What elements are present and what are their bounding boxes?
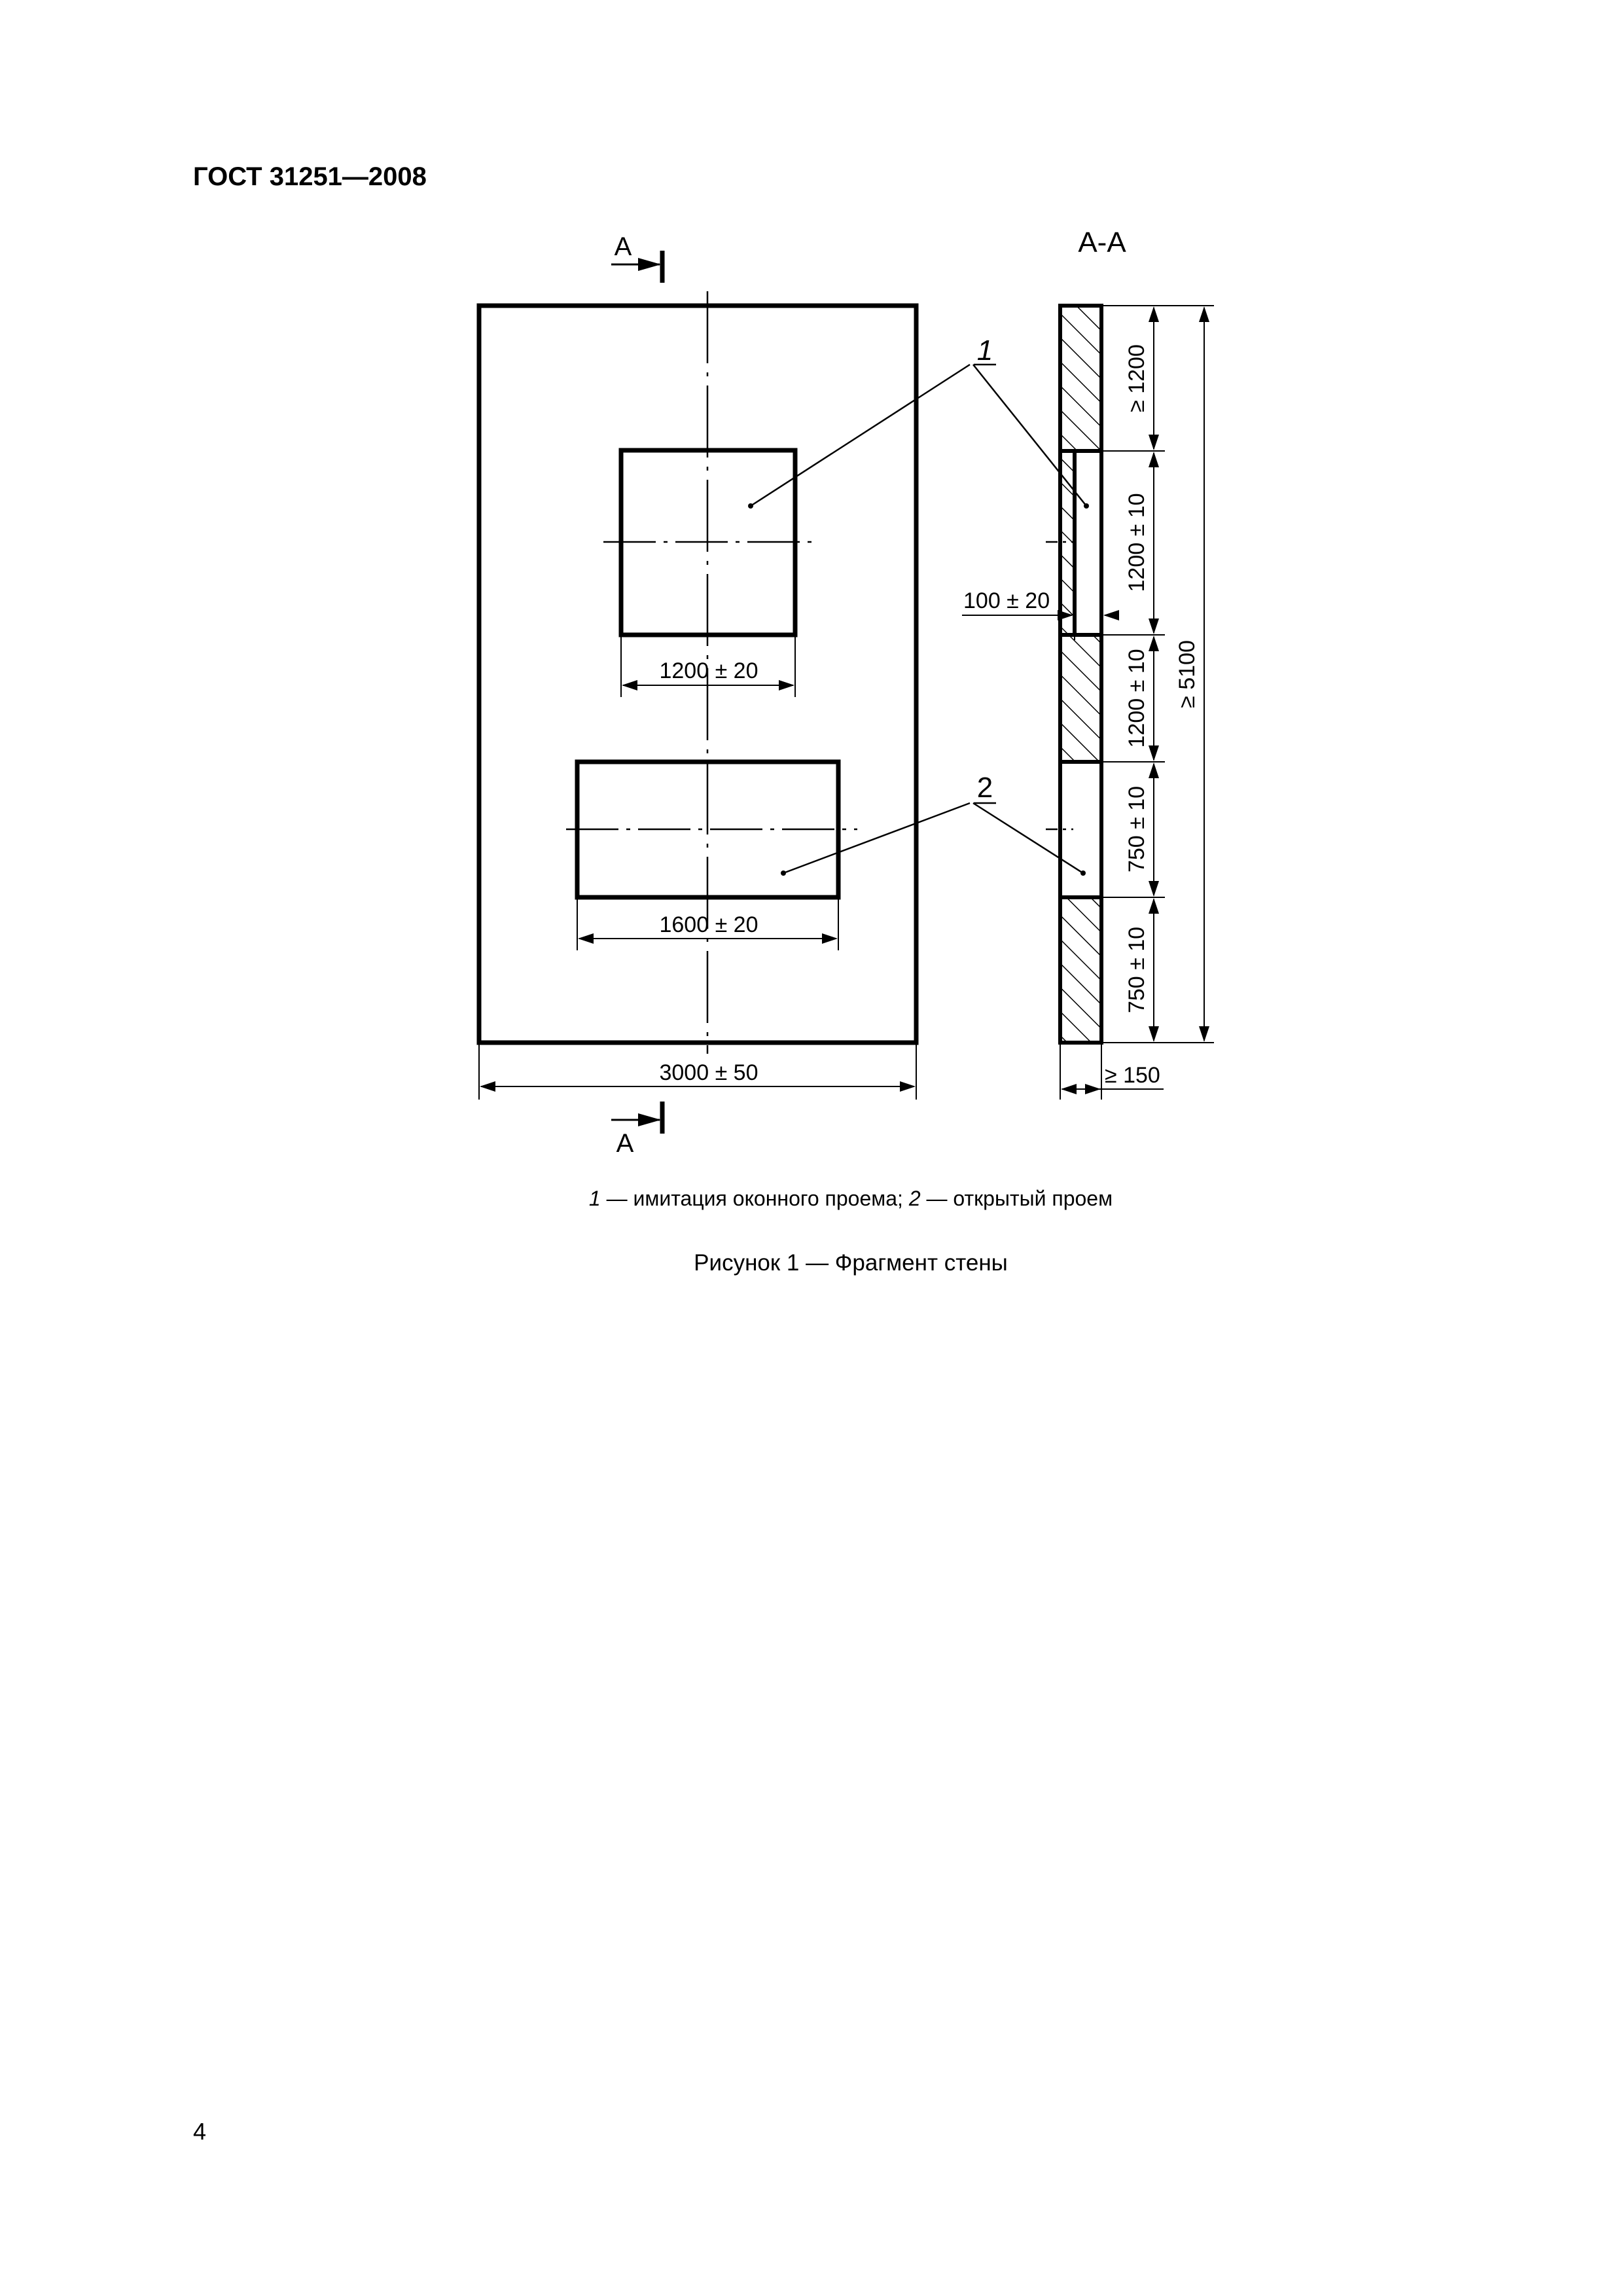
dim-wall-thickness: ≥ 150 — [1105, 1063, 1160, 1088]
dim-opening-height: 750 ± 10 — [1124, 785, 1149, 873]
section-view — [962, 226, 1214, 1100]
callout-2: 2 — [976, 772, 993, 804]
dim-opening-width: 1600 ± 20 — [659, 912, 758, 937]
section-letter-top: А — [614, 232, 632, 261]
dim-bottom-segment: 750 ± 10 — [1124, 926, 1149, 1014]
dim-total-height: ≥ 5100 — [1175, 640, 1200, 708]
figure-caption: Рисунок 1 — Фрагмент стены — [694, 1250, 1008, 1276]
callout-1: 1 — [976, 334, 993, 367]
page-number: 4 — [193, 2118, 207, 2145]
dim-top-segment: ≥ 1200 — [1124, 344, 1149, 412]
section-letter-bottom: А — [616, 1129, 634, 1158]
dim-window-depth: 100 ± 20 — [963, 588, 1050, 613]
section-title: А-А — [1078, 226, 1126, 259]
dim-window-height: 1200 ± 10 — [1124, 493, 1149, 592]
section-mark-top — [611, 232, 662, 283]
front-view — [479, 232, 970, 1158]
document-header: ГОСТ 31251—2008 — [193, 162, 427, 191]
dim-wall-width: 3000 ± 50 — [659, 1060, 758, 1085]
dim-middle-segment: 1200 ± 10 — [1124, 649, 1149, 748]
dim-window-width: 1200 ± 20 — [659, 658, 758, 683]
figure-legend: 1 — имитация оконного проема; 2 — открытый проем — [588, 1187, 1113, 1210]
section-mark-bottom — [611, 1102, 662, 1158]
